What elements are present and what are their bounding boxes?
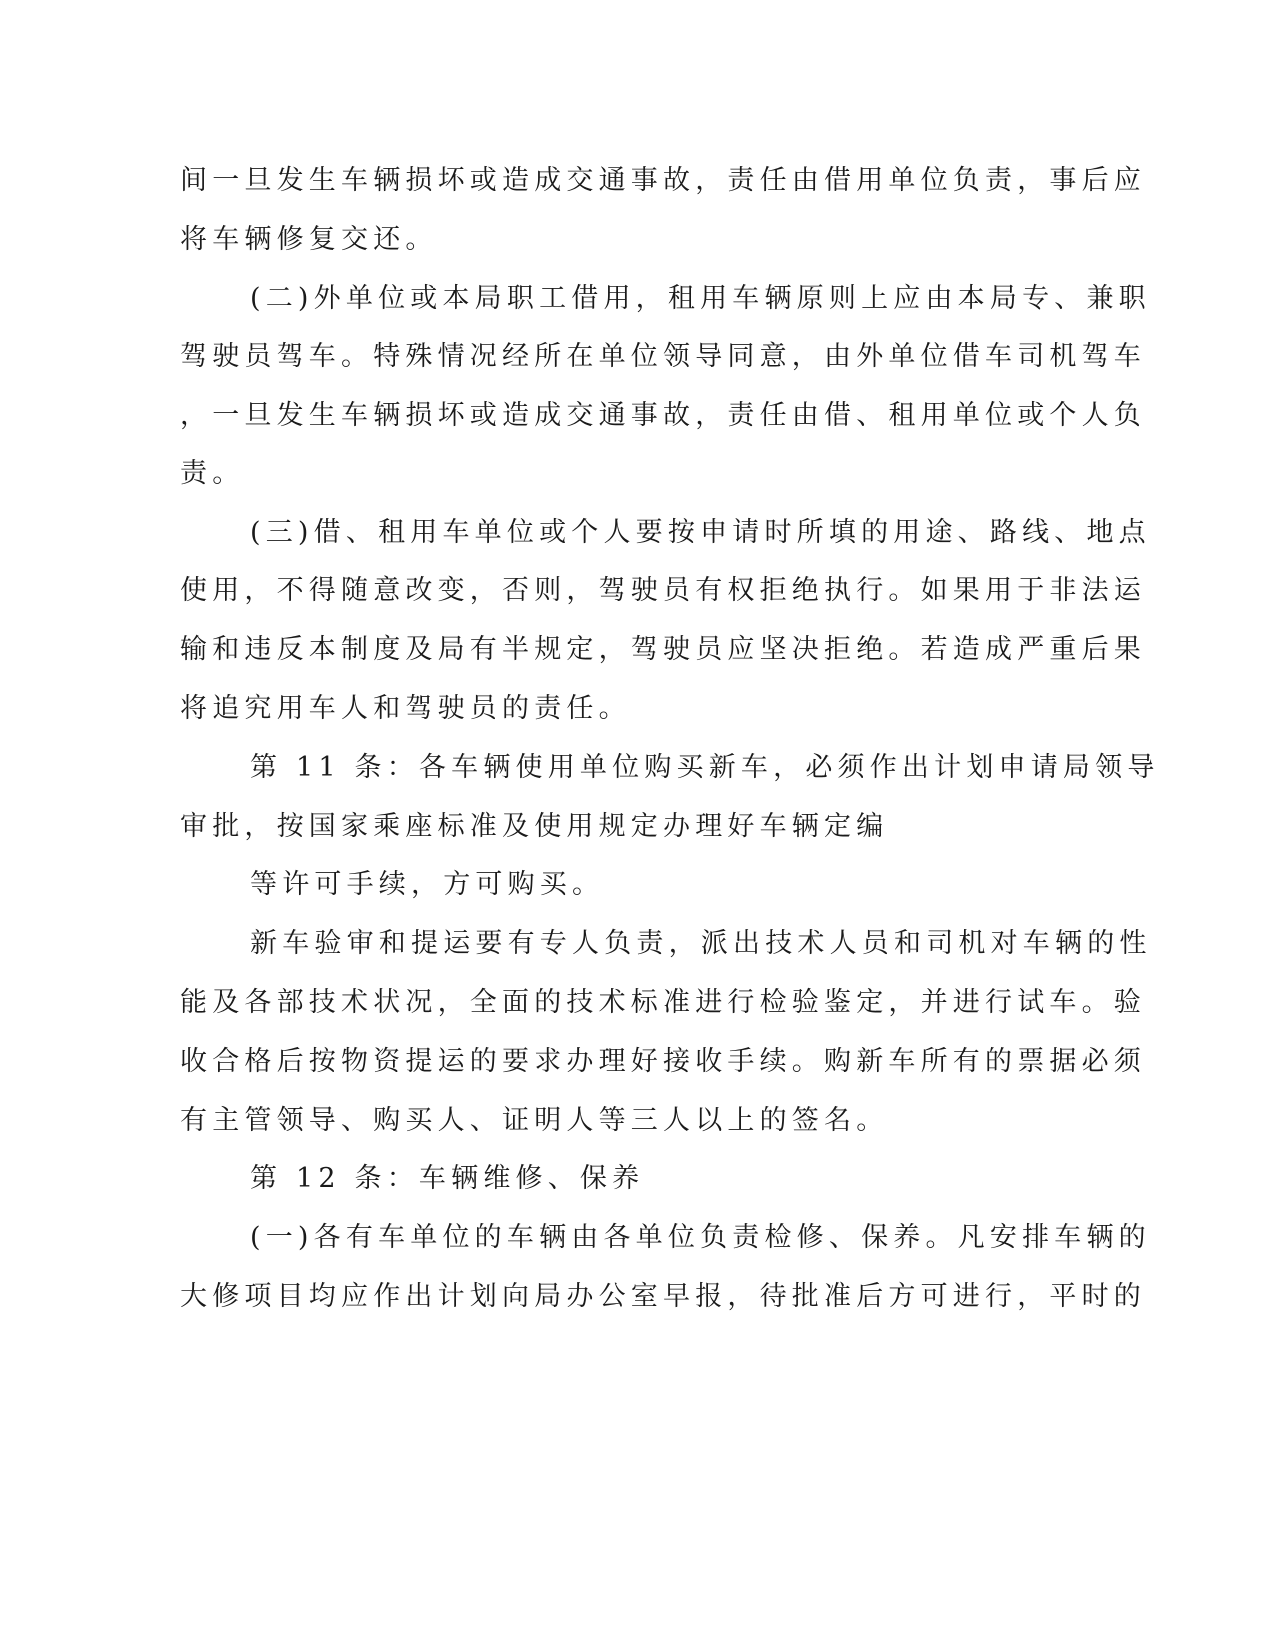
- text-line: 收合格后按物资提运的要求办理好接收手续。购新车所有的票据必须: [180, 1046, 1146, 1077]
- paragraph-start-line: (二)外单位或本局职工借用，租用车辆原则上应由本局专、兼职: [250, 283, 1151, 314]
- article-11-line: 第 11 条：各车辆使用单位购买新车，必须作出计划申请局领导: [250, 752, 1160, 783]
- text-line: 审批，按国家乘座标准及使用规定办理好车辆定编: [180, 811, 889, 842]
- text-line: 能及各部技术状况，全面的技术标准进行检验鉴定，并进行试车。验: [180, 987, 1146, 1018]
- text-line: 将车辆修复交还。: [180, 224, 438, 255]
- paragraph-start-line: (三)借、租用车单位或个人要按申请时所填的用途、路线、地点: [250, 517, 1151, 548]
- text-line: 输和违反本制度及局有半规定，驾驶员应坚决拒绝。若造成严重后果: [180, 634, 1146, 665]
- text-line: 有主管领导、购买人、证明人等三人以上的签名。: [180, 1105, 889, 1136]
- article-12-line: 第 12 条：车辆维修、保养: [250, 1163, 645, 1194]
- text-line: ，一旦发生车辆损坏或造成交通事故，责任由借、租用单位或个人负: [180, 400, 1146, 431]
- text-line: 间一旦发生车辆损坏或造成交通事故，责任由借用单位负责，事后应: [180, 165, 1146, 196]
- text-line: 责。: [180, 458, 245, 489]
- text-line: 将追究用车人和驾驶员的责任。: [180, 693, 631, 724]
- text-line: 驾驶员驾车。特殊情况经所在单位领导同意，由外单位借车司机驾车: [180, 341, 1146, 372]
- paragraph-start-line: 等许可手续，方可购买。: [250, 869, 605, 900]
- text-line: 使用，不得随意改变，否则，驾驶员有权拒绝执行。如果用于非法运: [180, 575, 1146, 606]
- text-line: 大修项目均应作出计划向局办公室早报，待批准后方可进行，平时的: [180, 1281, 1146, 1312]
- paragraph-start-line: (一)各有车单位的车辆由各单位负责检修、保养。凡安排车辆的: [250, 1222, 1151, 1253]
- paragraph-start-line: 新车验审和提运要有专人负责，派出技术人员和司机对车辆的性: [250, 928, 1152, 959]
